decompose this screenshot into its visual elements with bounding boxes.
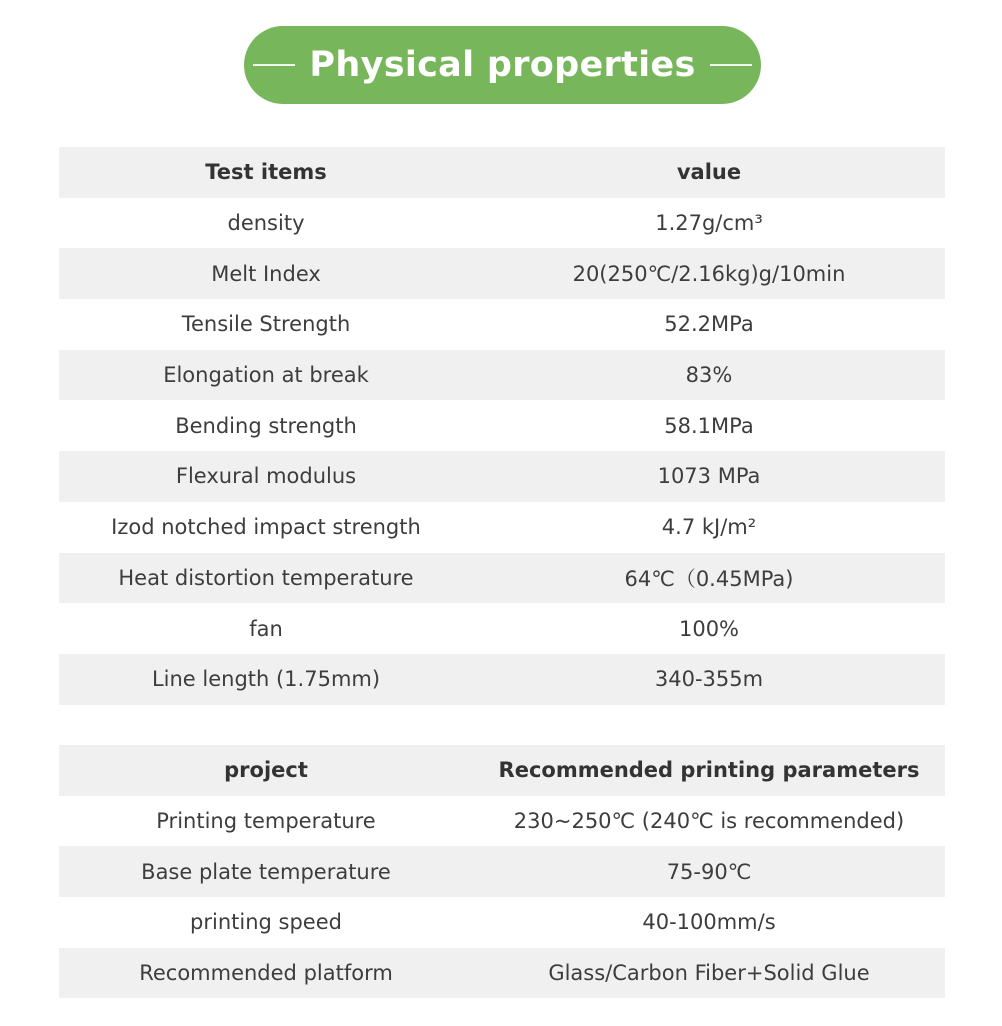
table-header-row: [59, 147, 945, 198]
table-row: [59, 553, 945, 604]
table-row: [59, 248, 945, 299]
row-label: Heat distortion temperature: [118, 565, 414, 590]
column-header-project: project: [224, 758, 308, 783]
table-row: [59, 198, 945, 249]
row-value: 75-90℃: [666, 859, 752, 884]
printing-parameters-table: [59, 745, 945, 998]
row-value: 230~250℃ (240℃ is recommended): [513, 809, 905, 834]
title-right-rule: [710, 64, 752, 66]
table-row: [59, 603, 945, 654]
table-row: [59, 451, 945, 502]
row-value: 20(250℃/2.16kg)g/10min: [572, 261, 846, 286]
row-value: 40-100mm/s: [642, 910, 776, 935]
row-label: Bending strength: [175, 413, 357, 438]
row-value: 1073 MPa: [657, 464, 761, 489]
row-value: 52.2MPa: [664, 312, 754, 337]
row-value: 100%: [678, 616, 740, 641]
physical-properties-table: [59, 147, 945, 705]
row-label: Line length (1.75mm): [151, 667, 381, 692]
table-header-row: [59, 745, 945, 796]
row-label: Printing temperature: [156, 809, 376, 834]
page-title: Physical properties: [309, 45, 696, 85]
column-header-recommended-parameters: Recommended printing parameters: [498, 758, 920, 783]
title-banner: [244, 26, 761, 104]
table-row: [59, 796, 945, 847]
row-label: printing speed: [190, 910, 342, 935]
column-header-value: value: [676, 160, 742, 185]
table-row: [59, 400, 945, 451]
row-value: 83%: [685, 363, 733, 388]
row-value: 1.27g/cm³: [655, 211, 763, 236]
row-label: Recommended platform: [139, 961, 393, 986]
row-value: 340-355m: [654, 667, 764, 692]
column-header-test-items: Test items: [205, 160, 327, 185]
table-row: [59, 948, 945, 999]
row-label: Izod notched impact strength: [111, 515, 421, 540]
row-value: 58.1MPa: [664, 413, 754, 438]
row-label: Flexural modulus: [175, 464, 357, 489]
table-row: [59, 846, 945, 897]
table-row: [59, 502, 945, 553]
row-label: fan: [249, 616, 283, 641]
table-row: [59, 654, 945, 705]
table-row: [59, 299, 945, 350]
row-label: Melt Index: [211, 261, 321, 286]
row-label: density: [227, 211, 305, 236]
row-label: Base plate temperature: [141, 859, 391, 884]
row-value: 64℃（0.45MPa): [624, 566, 794, 591]
row-value: 4.7 kJ/m²: [661, 515, 757, 540]
row-label: Tensile Strength: [181, 312, 351, 337]
table-row: [59, 350, 945, 401]
row-value: Glass/Carbon Fiber+Solid Glue: [548, 961, 870, 986]
table-row: [59, 897, 945, 948]
title-left-rule: [253, 64, 295, 66]
row-label: Elongation at break: [163, 363, 369, 388]
